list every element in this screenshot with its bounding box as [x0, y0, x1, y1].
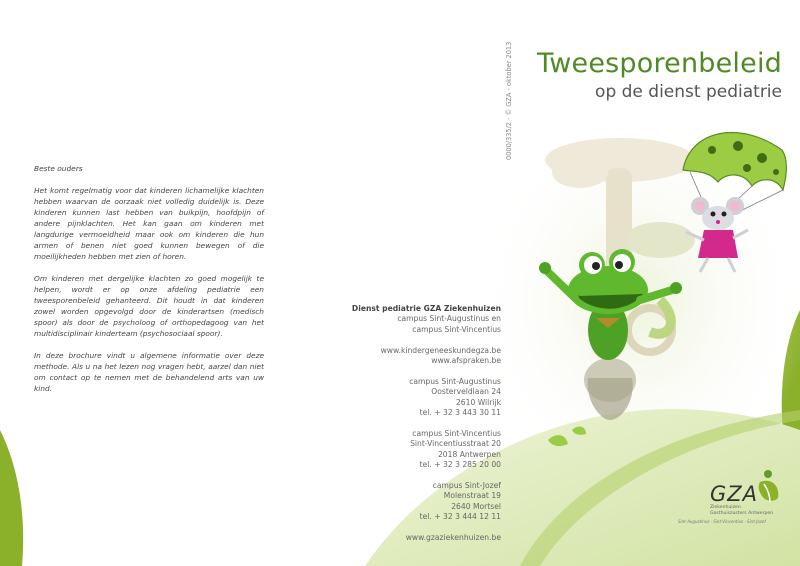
brochure-title — [537, 48, 782, 104]
street: Molenstraat 19 — [443, 491, 501, 501]
campus-name: campus Sint-Augustinus — [409, 376, 501, 386]
intro-text — [34, 163, 264, 405]
city: 2018 Antwerpen — [437, 449, 501, 459]
intro-paragraph-2: Om kinderen met dergelijke klachten zo goed mogelijk te helpen, wordt er op onze afdeling pediatrie een tweesporenbeleid gehanteerd. Dit houdt in dat kinderen zowel worden opgevolgd door de kinderartsen (medisch spoor) als door de psycholoog of orthopedagoog van het multidisciplinair kinderteam (psychosociaal spoor). — [34, 274, 264, 338]
intro-paragraph-3: In deze brochure vindt u algemene informatie over deze methode. Als u na het lezen nog vragen hebt, aarzel dan niet om contact op te nemen met de behandelend arts van uw kind. — [34, 351, 264, 393]
city: 2610 Wilrijk — [455, 397, 501, 407]
address-jozef — [330, 481, 501, 523]
gza-wordmark: GZA — [710, 482, 759, 506]
campus-name: campus Sint-Vincentius — [412, 428, 501, 438]
campus-name: campus Sint-Jozef — [432, 480, 501, 490]
greeting: Beste ouders — [34, 164, 83, 173]
city: 2640 Mortsel — [451, 501, 501, 511]
phone: tel. + 32 3 444 12 11 — [419, 512, 501, 522]
street: Oosterveldlaan 24 — [431, 387, 501, 397]
intro-paragraph-1: Het komt regelmatig voor dat kinderen lichamelijke klachten hebben waarvan de oorzaak niet volledig duidelijk is. Deze kinderen kunnen last hebben van buikpijn, hoofdpijn of andere pijnklachten. Het kan gaan om kinderen met langdurige vermoeidheid maar ook om kinderen die hun armen of benen niet goed kunnen bewegen of die moeilijkheden hebben met zien of horen. — [34, 186, 264, 261]
logo-campuses: Sint-Augustinus · Sint-Vincentius · Sint-Jozef — [678, 519, 766, 524]
address-vincentius — [330, 429, 501, 471]
campus-line: campus Sint-Augustinus en — [397, 314, 501, 324]
street: Sint-Vincentiusstraat 20 — [410, 439, 501, 449]
website-link[interactable]: www.afspraken.be — [431, 356, 501, 366]
logo-line-2: Gasthuiszusters Antwerpen — [710, 511, 774, 516]
address-augustinus — [330, 377, 501, 419]
phone: tel. + 32 3 443 30 11 — [419, 408, 501, 418]
title-sub: op de dienst pediatrie — [595, 82, 782, 102]
title-main: Tweesporenbeleid — [537, 48, 782, 79]
left-edge-arc — [0, 430, 23, 566]
website-link[interactable]: www.gzaziekenhuizen.be — [405, 532, 501, 542]
logo-subtitle — [710, 505, 773, 517]
logo-line-1: Ziekenhuizen — [710, 505, 741, 510]
contact-block — [330, 304, 501, 554]
department-name: Dienst pediatrie GZA Ziekenhuizen — [351, 304, 501, 313]
phone: tel. + 32 3 285 20 00 — [419, 460, 501, 470]
website-link[interactable]: www.kindergeneeskundegza.be — [380, 345, 501, 355]
gza-logo — [678, 468, 784, 528]
campus-line: campus Sint-Vincentius — [412, 324, 501, 334]
print-code: 0000/335/2 - © GZA - oktober 2013 — [505, 41, 513, 160]
